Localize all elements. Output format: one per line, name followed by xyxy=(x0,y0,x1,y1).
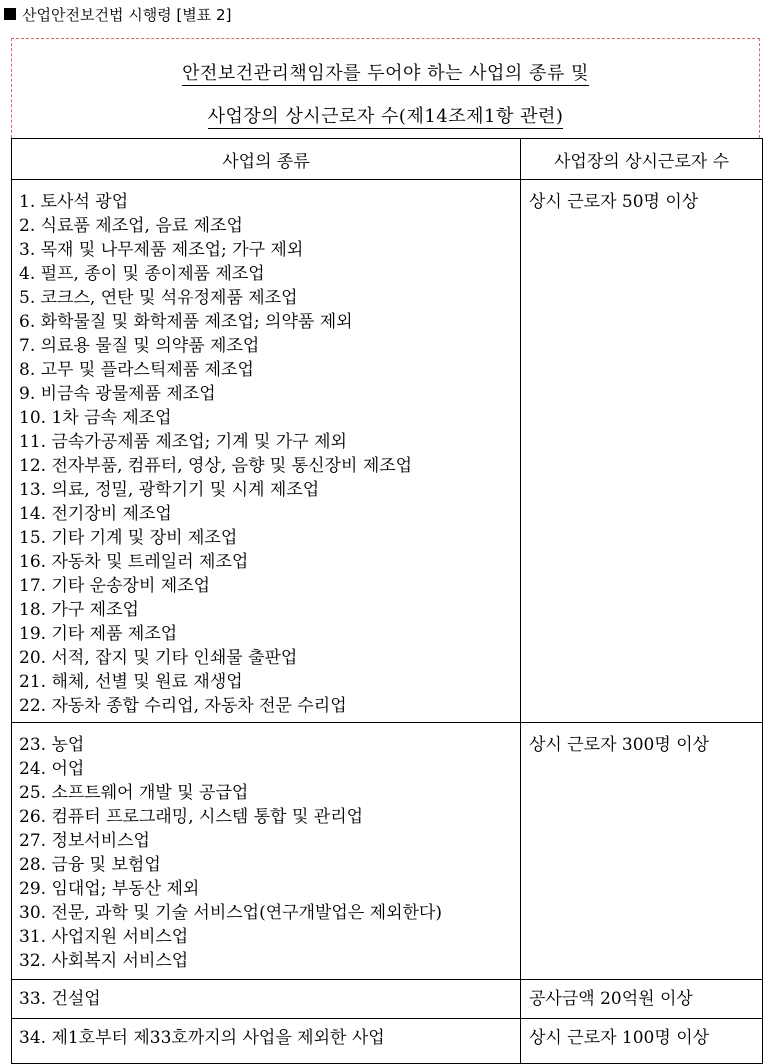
title-box xyxy=(11,38,760,138)
list-item: 15. 기타 기계 및 장비 제조업 xyxy=(19,528,238,548)
list-item: 25. 소프트웨어 개발 및 공급업 xyxy=(19,783,249,803)
list-item: 21. 해체, 선별 및 원료 재생업 xyxy=(19,672,243,692)
title-text-2: 사업장의 상시근로자 수(제14조제1항 관련) xyxy=(207,106,564,127)
list-item: 13. 의료, 정밀, 광학기기 및 시계 제조업 xyxy=(19,480,320,500)
list-item: 16. 자동차 및 트레일러 제조업 xyxy=(19,552,249,572)
list-item: 32. 사회복지 서비스업 xyxy=(19,951,189,971)
list-item: 17. 기타 운송장비 제조업 xyxy=(19,576,211,596)
list-item: 22. 자동차 종합 수리업, 자동차 전문 수리업 xyxy=(19,696,347,716)
business-list xyxy=(12,723,520,977)
list-item: 10. 1차 금속 제조업 xyxy=(19,408,172,428)
document-header xyxy=(4,3,231,25)
list-item: 4. 펄프, 종이 및 종이제품 제조업 xyxy=(19,264,265,284)
business-list xyxy=(12,1019,520,1054)
title-text-1: 안전보건관리책임자를 두어야 하는 사업의 종류 및 xyxy=(182,63,589,84)
list-item: 3. 목재 및 나무제품 제조업; 가구 제외 xyxy=(19,240,304,260)
list-item: 5. 코크스, 연탄 및 석유정제품 제조업 xyxy=(19,288,298,308)
title-line-1 xyxy=(12,59,759,85)
list-item: 19. 기타 제품 제조업 xyxy=(19,624,178,644)
list-item: 7. 의료용 물질 및 의약품 제조업 xyxy=(19,336,260,356)
worker-requirement: 상시 근로자 50명 이상 xyxy=(529,192,699,212)
business-table xyxy=(11,138,763,1064)
column-header-business-type: 사업의 종류 xyxy=(12,139,521,180)
worker-requirement: 상시 근로자 300명 이상 xyxy=(529,735,710,755)
list-item: 14. 전기장비 제조업 xyxy=(19,504,172,524)
list-item: 6. 화학물질 및 화학제품 제조업; 의약품 제외 xyxy=(19,312,353,332)
list-item: 20. 서적, 잡지 및 기타 인쇄물 출판업 xyxy=(19,648,298,668)
black-square-icon xyxy=(4,8,16,20)
list-item: 24. 어업 xyxy=(19,759,85,779)
table-row xyxy=(12,1019,763,1064)
list-item: 33. 건설업 xyxy=(19,989,101,1009)
list-item: 27. 정보서비스업 xyxy=(19,831,150,851)
list-item: 18. 가구 제조업 xyxy=(19,600,139,620)
table-header-row xyxy=(12,139,763,180)
business-list xyxy=(12,180,520,722)
list-item: 9. 비금속 광물제품 제조업 xyxy=(19,384,216,404)
list-item: 12. 전자부품, 컴퓨터, 영상, 음향 및 통신장비 제조업 xyxy=(19,456,413,476)
table-row xyxy=(12,180,763,723)
list-item: 31. 사업지원 서비스업 xyxy=(19,927,189,947)
list-item: 30. 전문, 과학 및 기술 서비스업(연구개발업은 제외한다) xyxy=(19,903,442,923)
header-label: 산업안전보건법 시행령 [별표 2] xyxy=(22,5,232,24)
list-item: 8. 고무 및 플라스틱제품 제조업 xyxy=(19,360,254,380)
column-header-worker-count: 사업장의 상시근로자 수 xyxy=(521,139,763,180)
title-line-2 xyxy=(12,102,759,128)
worker-requirement: 공사금액 20억원 이상 xyxy=(529,989,693,1009)
list-item: 1. 토사석 광업 xyxy=(19,192,129,212)
table-row xyxy=(12,723,763,980)
list-item: 11. 금속가공제품 제조업; 기계 및 가구 제외 xyxy=(19,432,347,452)
list-item: 29. 임대업; 부동산 제외 xyxy=(19,879,200,899)
list-item: 23. 농업 xyxy=(19,735,85,755)
table-row xyxy=(12,980,763,1019)
list-item: 26. 컴퓨터 프로그래밍, 시스템 통합 및 관리업 xyxy=(19,807,364,827)
list-item: 2. 식료품 제조업, 음료 제조업 xyxy=(19,216,243,236)
business-list xyxy=(12,980,520,1015)
worker-requirement: 상시 근로자 100명 이상 xyxy=(529,1028,710,1048)
list-item: 28. 금융 및 보험업 xyxy=(19,855,161,875)
list-item: 34. 제1호부터 제33호까지의 사업을 제외한 사업 xyxy=(19,1028,385,1048)
